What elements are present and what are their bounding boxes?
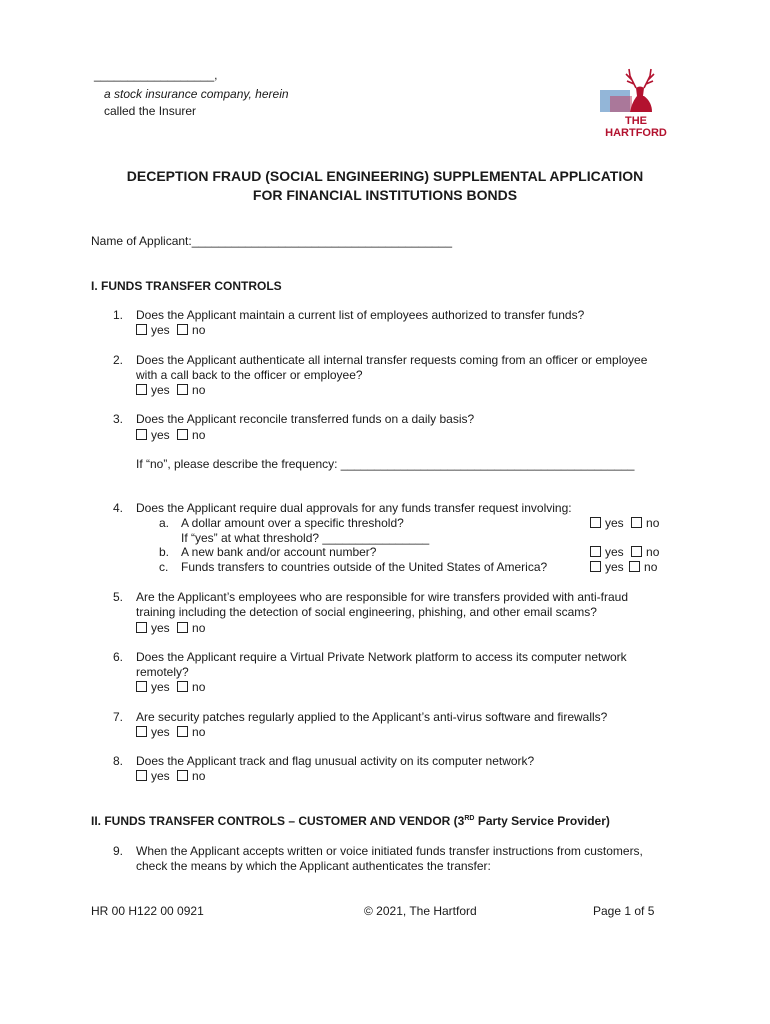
- q6-number: 6.: [113, 650, 124, 664]
- q6-no-checkbox[interactable]: [177, 681, 188, 692]
- q4c-no-checkbox[interactable]: [629, 561, 640, 572]
- q6-text-line2: remotely?: [136, 665, 189, 679]
- applicant-name-blank[interactable]: _______________________________________: [191, 234, 453, 248]
- q1-no-label: no: [192, 323, 206, 337]
- document-title-line1: DECEPTION FRAUD (SOCIAL ENGINEERING) SUPPLEMENTAL APPLICATION: [126, 168, 644, 184]
- q4b-yes-checkbox[interactable]: [590, 546, 601, 557]
- q6-yes-label: yes: [151, 680, 170, 694]
- q5-number: 5.: [113, 590, 124, 604]
- document-title-line2: FOR FINANCIAL INSTITUTIONS BONDS: [252, 187, 518, 203]
- q5-no-checkbox[interactable]: [177, 622, 188, 633]
- q1-options: [136, 323, 205, 337]
- q3-options: [136, 428, 205, 442]
- q5-options: [136, 621, 205, 635]
- q4a-yes-checkbox[interactable]: [590, 517, 601, 528]
- q1-yes-checkbox[interactable]: [136, 324, 147, 335]
- section-2-heading: [91, 814, 610, 828]
- q8-number: 8.: [113, 754, 124, 768]
- q3-no-label: no: [192, 428, 206, 442]
- q8-options: [136, 769, 205, 783]
- q1-text: Does the Applicant maintain a current list of employees authorized to transfer funds?: [136, 308, 585, 322]
- q6-no-label: no: [192, 680, 206, 694]
- q2-text-line2: with a call back to the officer or employee?: [136, 368, 363, 382]
- footer-form-number: HR 00 H122 00 0921: [91, 904, 204, 918]
- q5-yes-label: yes: [151, 621, 170, 635]
- q4b-options: [590, 545, 659, 559]
- q7-text: Are security patches regularly applied to the Applicant’s anti-virus software and firewalls?: [136, 710, 608, 724]
- q3-frequency-field[interactable]: If “no”, please describe the frequency: ____________________________________________: [136, 457, 635, 471]
- q4b-letter: b.: [159, 545, 170, 559]
- q4-text: Does the Applicant require dual approvals for any funds transfer request involving:: [136, 501, 572, 515]
- q9-text-line2: check the means by which the Applicant authenticates the transfer:: [136, 859, 491, 873]
- q2-number: 2.: [113, 353, 124, 367]
- q4c-no-label: no: [644, 560, 658, 574]
- logo-text-hartford: HARTFORD: [605, 127, 667, 139]
- q4b-no-checkbox[interactable]: [631, 546, 642, 557]
- q4a-text: A dollar amount over a specific threshold?: [181, 516, 404, 530]
- q4b-no-label: no: [646, 545, 660, 559]
- q5-yes-checkbox[interactable]: [136, 622, 147, 633]
- q2-no-checkbox[interactable]: [177, 384, 188, 395]
- section-1-heading: I. FUNDS TRANSFER CONTROLS: [91, 279, 282, 293]
- q2-text-line1: Does the Applicant authenticate all internal transfer requests coming from an officer or employee: [136, 353, 648, 367]
- q2-yes-label: yes: [151, 383, 170, 397]
- q7-yes-label: yes: [151, 725, 170, 739]
- q4-number: 4.: [113, 501, 124, 515]
- q3-number: 3.: [113, 412, 124, 426]
- hartford-stag-logo: [596, 66, 676, 140]
- q3-no-checkbox[interactable]: [177, 429, 188, 440]
- q8-yes-label: yes: [151, 769, 170, 783]
- q3-yes-label: yes: [151, 428, 170, 442]
- section-2-heading-post: Party Service Provider): [474, 814, 610, 828]
- insurer-description-line1: a stock insurance company, herein: [104, 87, 289, 101]
- q6-yes-checkbox[interactable]: [136, 681, 147, 692]
- q4c-letter: c.: [159, 560, 169, 574]
- q4a-letter: a.: [159, 516, 170, 530]
- footer-copyright: © 2021, The Hartford: [364, 904, 477, 918]
- q6-options: [136, 680, 205, 694]
- q1-no-checkbox[interactable]: [177, 324, 188, 335]
- q7-no-label: no: [192, 725, 206, 739]
- q4c-text: Funds transfers to countries outside of the United States of America?: [181, 560, 548, 574]
- q6-text-line1: Does the Applicant require a Virtual Private Network platform to access its computer network: [136, 650, 627, 664]
- q7-no-checkbox[interactable]: [177, 726, 188, 737]
- q8-text: Does the Applicant track and flag unusual activity on its computer network?: [136, 754, 535, 768]
- logo-text-the: THE: [625, 115, 647, 127]
- q2-yes-checkbox[interactable]: [136, 384, 147, 395]
- q4c-options: [590, 560, 657, 574]
- q2-options: [136, 383, 205, 397]
- q9-text-line1: When the Applicant accepts written or voice initiated funds transfer instructions from customers,: [136, 844, 643, 858]
- q1-yes-label: yes: [151, 323, 170, 337]
- insurer-name-blank[interactable]: __________________,: [94, 68, 218, 82]
- q7-number: 7.: [113, 710, 124, 724]
- q4b-yes-label: yes: [605, 545, 624, 559]
- section-2-heading-sup: RD: [464, 815, 475, 822]
- q5-text-line1: Are the Applicant’s employees who are responsible for wire transfers provided with anti-fraud: [136, 590, 629, 604]
- q4a-no-checkbox[interactable]: [631, 517, 642, 528]
- q4a-options: [590, 516, 659, 530]
- q4b-text: A new bank and/or account number?: [181, 545, 377, 559]
- q2-no-label: no: [192, 383, 206, 397]
- q3-text: Does the Applicant reconcile transferred funds on a daily basis?: [136, 412, 475, 426]
- q9-number: 9.: [113, 844, 124, 858]
- q4c-yes-checkbox[interactable]: [590, 561, 601, 572]
- q4a-threshold-field[interactable]: If “yes” at what threshold? ________________: [181, 531, 430, 545]
- q5-text-line2: training including the detection of social engineering, phishing, and other email scams?: [136, 605, 597, 619]
- q4a-no-label: no: [646, 516, 660, 530]
- q4a-yes-label: yes: [605, 516, 624, 530]
- insurer-description-line2: called the Insurer: [104, 104, 197, 118]
- applicant-name-field[interactable]: [91, 234, 452, 248]
- q7-yes-checkbox[interactable]: [136, 726, 147, 737]
- section-2-heading-pre: II. FUNDS TRANSFER CONTROLS – CUSTOMER AND VENDOR (3: [91, 814, 465, 828]
- q4c-yes-label: yes: [605, 560, 624, 574]
- q5-no-label: no: [192, 621, 206, 635]
- q8-no-checkbox[interactable]: [177, 770, 188, 781]
- q7-options: [136, 725, 205, 739]
- applicant-name-label: Name of Applicant:: [91, 234, 192, 248]
- q8-yes-checkbox[interactable]: [136, 770, 147, 781]
- q1-number: 1.: [113, 308, 124, 322]
- q8-no-label: no: [192, 769, 206, 783]
- q3-yes-checkbox[interactable]: [136, 429, 147, 440]
- footer-page-number: Page 1 of 5: [593, 904, 655, 918]
